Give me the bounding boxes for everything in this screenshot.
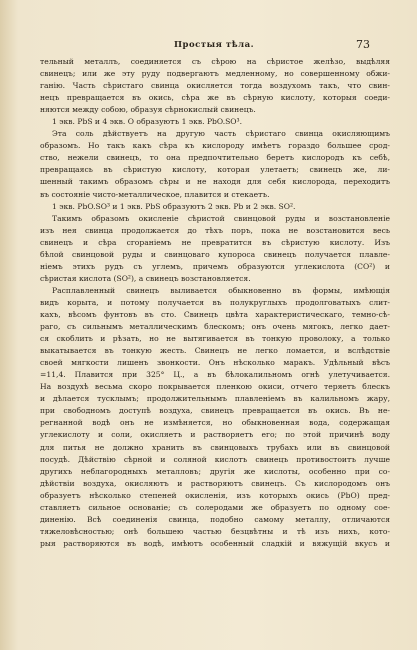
text-line: посудѣ. Дѣйствію сѣрной и соляной кислотъ свинецъ противостоитъ лучше <box>40 454 390 464</box>
text-line: выкатывается въ тонкую жесть. Свинецъ не легко ломается, и вслѣдствіе <box>40 346 390 356</box>
text-line: и дѣлается тусклымъ; продолжительнымъ плавленіемъ въ калильномъ жару, <box>40 394 390 404</box>
text-line: видъ корыта, и потому получается въ полукруглыхъ продолговатыхъ слит- <box>40 297 390 307</box>
text-line: свинецъ; или же эту руду подвергаютъ медленному, но совершенному обжи- <box>40 69 390 79</box>
text-line: раго, съ сильнымъ металлическимъ блескомъ; онъ очень мягокъ, легко дает- <box>40 322 390 332</box>
text-line: своей мягкости лишенъ звонкости. Онъ нѣсколько маракъ. Удѣльный вѣсъ <box>40 358 390 368</box>
text-line: 1 экв. PbS и 4 экв. O образуютъ 1 экв. PbO.SO³. <box>52 117 242 127</box>
text-line: Расплавленный свинецъ выливается обыкновенно въ формы, имѣющія <box>52 285 390 295</box>
text-line: превращаясь въ сѣристую кислоту, которая улетаетъ; свинецъ же, ли- <box>40 165 390 175</box>
body-text <box>40 56 390 550</box>
text-line: 1 экв. PbO.SO³ и 1 экв. PbS образуютъ 2 экв. Pb и 2 экв. SO². <box>52 201 296 211</box>
text-line: тельный металлъ, соединяется съ сѣрою на сѣристое желѣзо, выдѣляя <box>40 57 390 66</box>
text-line: образуетъ нѣсколько степеней окисленія, изъ которыхъ окись (PbO) пред- <box>40 490 390 500</box>
text-line: диненію. Всѣ соединенія свинца, подобно самому металлу, отличаются <box>40 514 390 524</box>
text-line: Такимъ образомъ окисленіе сѣристой свинцовой руды и возстановленіе <box>52 213 390 223</box>
text-line: Эта соль дѣйствуетъ на другую часть сѣристаго свинца окисляющимъ <box>52 129 390 139</box>
text-line: сѣристая кислота (SO²), а свинецъ возстановляется. <box>40 273 251 283</box>
text-line: для питья не должно хранить въ свинцовыхъ трубахъ или въ свинцовой <box>40 442 390 452</box>
text-line: нецъ превращается въ окись, сѣра же въ сѣрную кислоту, которыя соеди- <box>40 93 390 103</box>
text-line: ніемъ этихъ рудъ съ углемъ, причемъ образуются углекислота (CO²) и <box>40 261 390 271</box>
text-line: изъ нея свинца продолжается до тѣхъ поръ, пока не возстановится весь <box>40 225 390 235</box>
running-title: Простыя тѣла. <box>174 40 255 50</box>
text-line: бѣлой свинцовой руды и свинцоваго купороса свинецъ получается плавле- <box>40 249 390 259</box>
text-line: регнанной водѣ онъ не измѣняется, но обыкновенная вода, содержащая <box>40 418 390 428</box>
text-line: ство, нежели свинецъ, то она предпочтительно беретъ кислородъ къ себѣ, <box>40 153 390 163</box>
text-line: углекислоту и соли, окисляетъ и растворяетъ его; по этой причинѣ воду <box>40 430 390 440</box>
text-line: при свободномъ доступѣ воздуха, свинецъ превращается въ окись. Въ не- <box>40 406 390 416</box>
text-line: свинецъ и сѣра сгоранiемъ не превратится въ сѣристую кислоту. Изъ <box>40 237 390 247</box>
text-line: рыя растворяются въ водѣ, имѣютъ особенный сладкій и вяжущій вкусъ и <box>40 538 390 548</box>
text-line: въ состояніе чисто-металлическое, плавится и стекаетъ. <box>40 189 270 199</box>
text-line: образомъ. Но такъ какъ сѣра къ кислороду имѣетъ гораздо большее срод- <box>40 141 390 151</box>
text-line: =11,4. Плавится при 325° Ц., а въ бѣлокалильномъ огнѣ улетучивается. <box>40 370 390 380</box>
page-header <box>0 38 417 52</box>
text-line: На воздухѣ весьма скоро покрывается пленкою окиси, отчего теряетъ блескъ <box>40 382 390 392</box>
text-line: тяжеловѣсностью; онѣ большею частью безцвѣтны и тѣ изъ нихъ, кото- <box>40 526 390 536</box>
text-line: дѣйствіи воздуха, окисляютъ и растворяютъ свинецъ. Съ кислородомъ онъ <box>40 478 390 488</box>
text-line: ся скоблить и рѣзать, но не вытягивается въ тонкую проволоку, а только <box>40 334 390 344</box>
page-number: 73 <box>356 38 370 51</box>
text-line: няются между собою, образуя сѣрнокислый свинецъ. <box>40 105 256 115</box>
text-line: ганію. Часть сѣристаго свинца окисляется тогда воздухомъ такъ, что свин- <box>40 81 390 91</box>
text-line: шенный такимъ образомъ сѣры и не находя для себя кислорода, переходитъ <box>40 177 390 187</box>
text-line: ставляетъ сильное основаніе; съ солеродами же образуетъ по одному сое- <box>40 502 390 512</box>
text-line: кахъ, вѣсомъ фунтовъ въ сто. Свинецъ цвѣта характеристическаго, темно-сѣ- <box>40 309 390 319</box>
text-line: другихъ неблагородныхъ металловъ; другія же кислоты, особенно при со- <box>40 466 390 476</box>
